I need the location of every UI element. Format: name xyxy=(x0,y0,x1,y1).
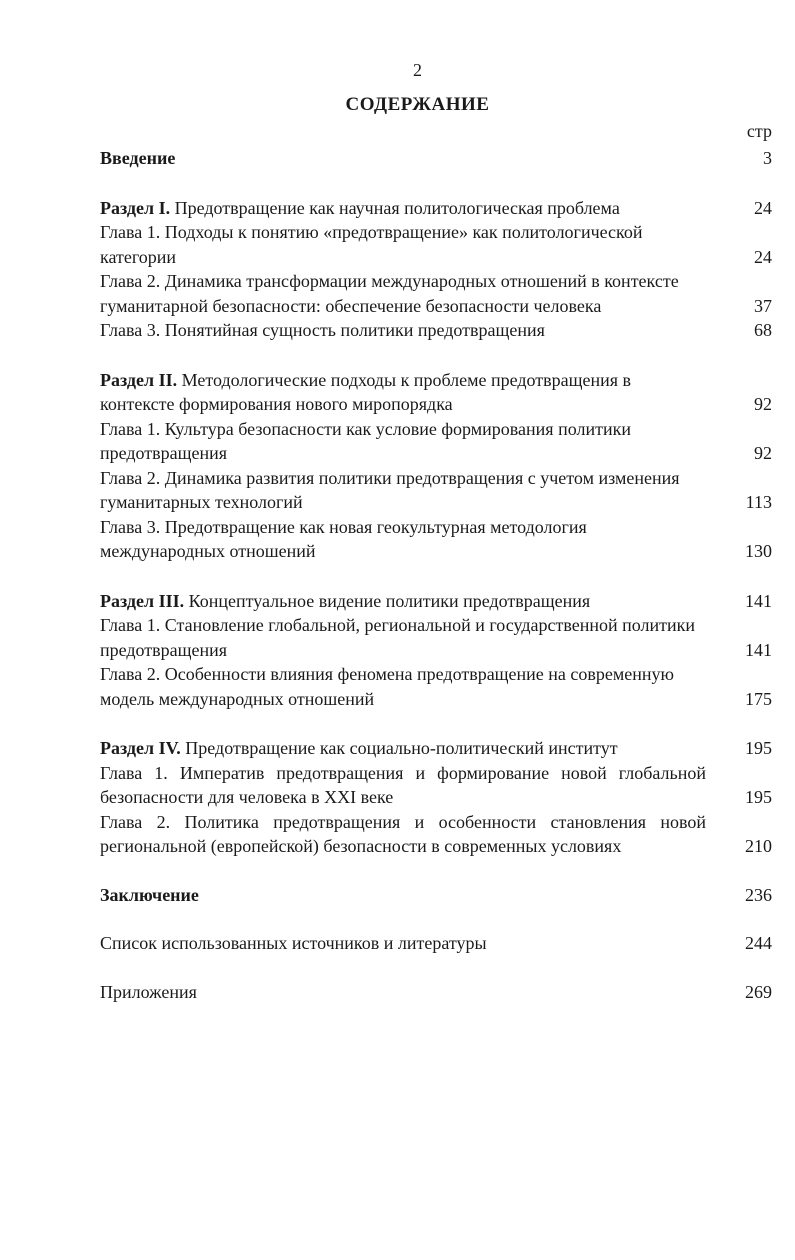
toc-chapter-page: 37 xyxy=(754,295,772,316)
toc-section-3-chapter-1[interactable] xyxy=(100,613,772,662)
toc-references-title: Список использованных источников и литературы xyxy=(100,933,487,953)
page-column-header: стр xyxy=(746,121,772,141)
toc-section-4-chapter-2[interactable] xyxy=(100,810,772,859)
toc-section-2-chapter-1[interactable] xyxy=(100,417,772,466)
toc-appendices[interactable] xyxy=(100,980,772,1005)
toc-section-1-chapter-2[interactable] xyxy=(100,269,772,318)
toc-chapter-page: 141 xyxy=(745,639,772,660)
toc-section-1-label: Раздел I. xyxy=(100,197,171,218)
toc-section-2-chapter-3[interactable] xyxy=(100,515,772,564)
toc-appendices-title: Приложения xyxy=(100,981,197,1002)
toc-section-1-text: Предотвращение как научная политологическая проблема xyxy=(170,197,620,218)
toc-section-4-page: 195 xyxy=(745,738,772,758)
toc-chapter-page: 92 xyxy=(754,443,772,463)
toc-section-4-title xyxy=(100,736,724,761)
toc-section-3-label: Раздел III. xyxy=(100,590,185,611)
toc-chapter-text: Глава 1. Подходы к понятию «предотвращение» как политологической категории xyxy=(100,222,643,267)
toc-introduction[interactable] xyxy=(100,146,772,171)
toc-section-3[interactable] xyxy=(100,589,772,614)
toc-section-1-chapter-1[interactable] xyxy=(100,220,772,269)
toc-chapter-text: Глава 2. Динамика трансформации международных отношений в контексте гуманитарной безопасности: обеспечение безопасности человека xyxy=(100,271,679,316)
toc-section-1-title xyxy=(100,196,724,221)
toc-introduction-title: Введение xyxy=(100,148,176,168)
toc-appendices-page: 269 xyxy=(745,981,772,1002)
toc-chapter-text: Глава 1. Императив предотвращения и формирование новой глобальной безопасности для человека в XXI веке xyxy=(100,762,706,807)
toc-section-4-label: Раздел IV. xyxy=(100,738,181,758)
toc-section-2[interactable] xyxy=(100,368,772,417)
toc-conclusion[interactable] xyxy=(100,883,772,908)
toc-references[interactable] xyxy=(100,931,772,956)
toc-chapter-text: Глава 2. Политика предотвращения и особенности становления новой региональной (европейской) безопасности в современных условиях xyxy=(100,811,706,856)
toc-section-1-page: 24 xyxy=(754,197,772,218)
toc-section-3-title xyxy=(100,589,724,614)
toc-section-2-chapter-2[interactable] xyxy=(100,466,772,515)
toc-section-2-text: Методологические подходы к проблеме предотвращения в контексте формирования нового миропорядка xyxy=(100,369,632,414)
toc-chapter-page: 130 xyxy=(745,541,772,561)
toc-conclusion-title: Заключение xyxy=(100,884,199,905)
toc-chapter-page: 24 xyxy=(754,246,772,267)
toc-section-1[interactable] xyxy=(100,196,772,221)
toc-chapter-page: 175 xyxy=(745,688,772,709)
page-number: 2 xyxy=(413,60,422,80)
toc-section-4-chapter-1[interactable] xyxy=(100,761,772,810)
toc-chapter-page: 210 xyxy=(745,836,772,856)
toc-chapter-text: Глава 2. Особенности влияния феномена предотвращение на современную модель международных отношений xyxy=(100,664,674,709)
toc-section-3-chapter-2[interactable] xyxy=(100,662,772,711)
toc-section-4[interactable] xyxy=(100,736,772,761)
toc-chapter-page: 113 xyxy=(745,492,772,512)
toc-chapter-page: 195 xyxy=(745,787,772,807)
toc-section-2-page: 92 xyxy=(754,394,772,414)
toc-references-page: 244 xyxy=(745,933,772,953)
toc-section-3-text: Концептуальное видение политики предотвращения xyxy=(184,590,591,611)
toc-section-2-label: Раздел II. xyxy=(100,369,178,390)
toc-section-1-chapter-3[interactable] xyxy=(100,318,772,343)
toc-section-3-page: 141 xyxy=(745,590,772,611)
toc-section-4-text: Предотвращение как социально-политический институт xyxy=(180,738,618,758)
toc-conclusion-page: 236 xyxy=(745,884,772,905)
page-title: СОДЕРЖАНИЕ xyxy=(345,94,490,115)
toc-chapter-text: Глава 2. Динамика развития политики предотвращения с учетом изменения гуманитарных технологий xyxy=(100,467,680,512)
toc-introduction-page: 3 xyxy=(763,148,772,168)
toc-section-2-title xyxy=(100,368,724,417)
toc-chapter-text: Глава 3. Понятийная сущность политики предотвращения xyxy=(100,320,545,340)
toc-chapter-text: Глава 1. Становление глобальной, региональной и государственной политики предотвращения xyxy=(100,615,696,660)
toc-chapter-text: Глава 1. Культура безопасности как условие формирования политики предотвращения xyxy=(100,418,631,463)
toc-chapter-text: Глава 3. Предотвращение как новая геокультурная методология международных отношений xyxy=(100,516,587,561)
table-of-contents xyxy=(100,146,772,1004)
toc-chapter-page: 68 xyxy=(754,320,772,340)
